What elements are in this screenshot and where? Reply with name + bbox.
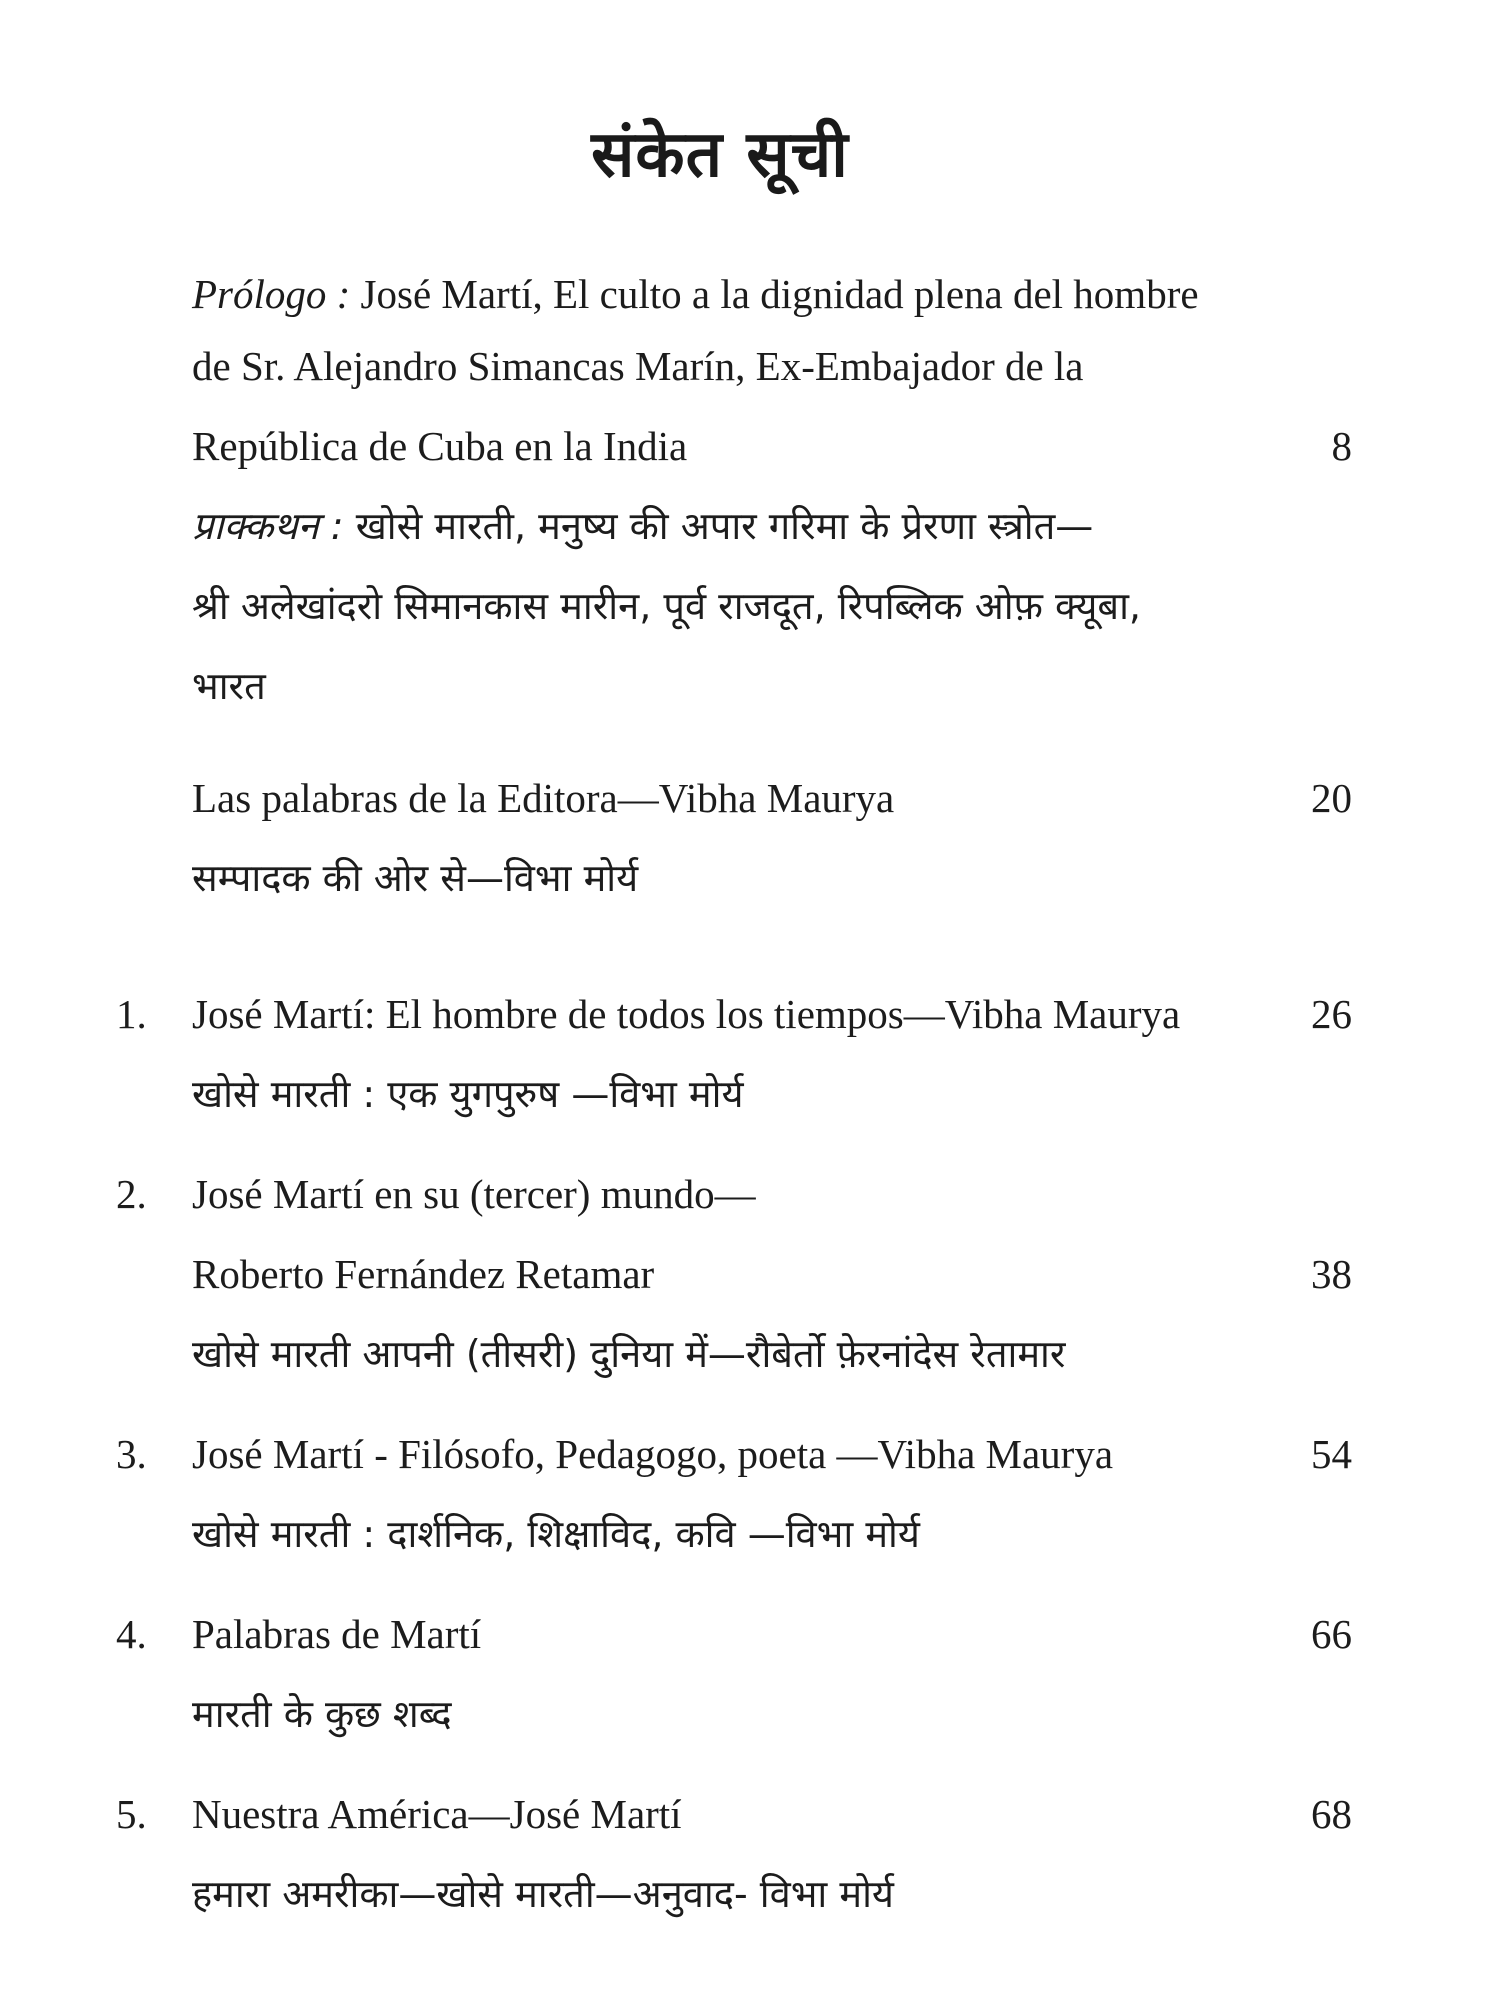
prologue-hindi-label: प्राक्कथन :: [192, 504, 344, 548]
prologue-hindi-line-1: [192, 500, 1093, 552]
editor-page-number: 20: [1311, 775, 1352, 821]
entry-title: José Martí: El hombre de todos los tiempos—Vibha Maurya: [192, 991, 1181, 1037]
prologue-hindi-line-2: श्री अलेखांदरो सिमानकास मारीन, पूर्व राजदूत, रिपब्लिक ओफ़ क्यूबा,: [192, 584, 1141, 628]
prologue-label: Prólogo :: [192, 271, 351, 317]
entry-number: 5.: [116, 1791, 147, 1837]
entry-title: José Martí en su (tercer) mundo—: [192, 1171, 756, 1217]
entry-page-number: 54: [1311, 1431, 1352, 1477]
entry-hindi-title: खोसे मारती : एक युगपुरुष —विभा मोर्य: [192, 1072, 744, 1116]
entry-page-number: 26: [1311, 991, 1352, 1037]
entry-title: José Martí - Filósofo, Pedagogo, poeta —Vibha Maurya: [192, 1431, 1114, 1477]
entry-number: 4.: [116, 1611, 147, 1657]
prologue-line-1: [192, 268, 1199, 320]
prologue-title: José Martí, El culto a la dignidad plena del hombre: [360, 271, 1199, 317]
entry-page-number: 68: [1311, 1791, 1352, 1837]
entry-title: Palabras de Martí: [192, 1611, 482, 1657]
entry-title-continued: Roberto Fernández Retamar: [192, 1251, 655, 1297]
entry-number: 2.: [116, 1171, 147, 1217]
entry-hindi-title: खोसे मारती : दार्शनिक, शिक्षाविद, कवि —विभा मोर्य: [192, 1512, 920, 1556]
entry-title: Nuestra América—José Martí: [192, 1791, 682, 1837]
entry-page-number: 66: [1311, 1611, 1352, 1657]
entry-number: 1.: [116, 991, 147, 1037]
entry-hindi-title: खोसे मारती आपनी (तीसरी) दुनिया में—रौबेर्तो फ़ेरनांदेस रेतामार: [192, 1332, 1066, 1376]
entry-hindi-title: हमारा अमरीका—खोसे मारती—अनुवाद- विभा मोर्य: [192, 1872, 894, 1916]
editor-hindi-line: सम्पादक की ओर से—विभा मोर्य: [192, 856, 639, 900]
editor-line: Las palabras de la Editora—Vibha Maurya: [192, 775, 895, 821]
page-title: संकेत सूची: [591, 118, 849, 192]
prologue-hindi-line-3: भारत: [192, 664, 266, 708]
entry-hindi-title: मारती के कुछ शब्द: [192, 1692, 452, 1736]
prologue-hindi-title: खोसे मारती, मनुष्य की अपार गरिमा के प्रेरणा स्त्रोत—: [355, 504, 1094, 548]
entry-number: 3.: [116, 1431, 147, 1477]
prologue-line-3: República de Cuba en la India: [192, 423, 688, 469]
prologue-page-number: 8: [1331, 423, 1352, 469]
prologue-line-2: de Sr. Alejandro Simancas Marín, Ex-Embajador de la: [192, 343, 1084, 389]
entry-page-number: 38: [1311, 1251, 1352, 1297]
